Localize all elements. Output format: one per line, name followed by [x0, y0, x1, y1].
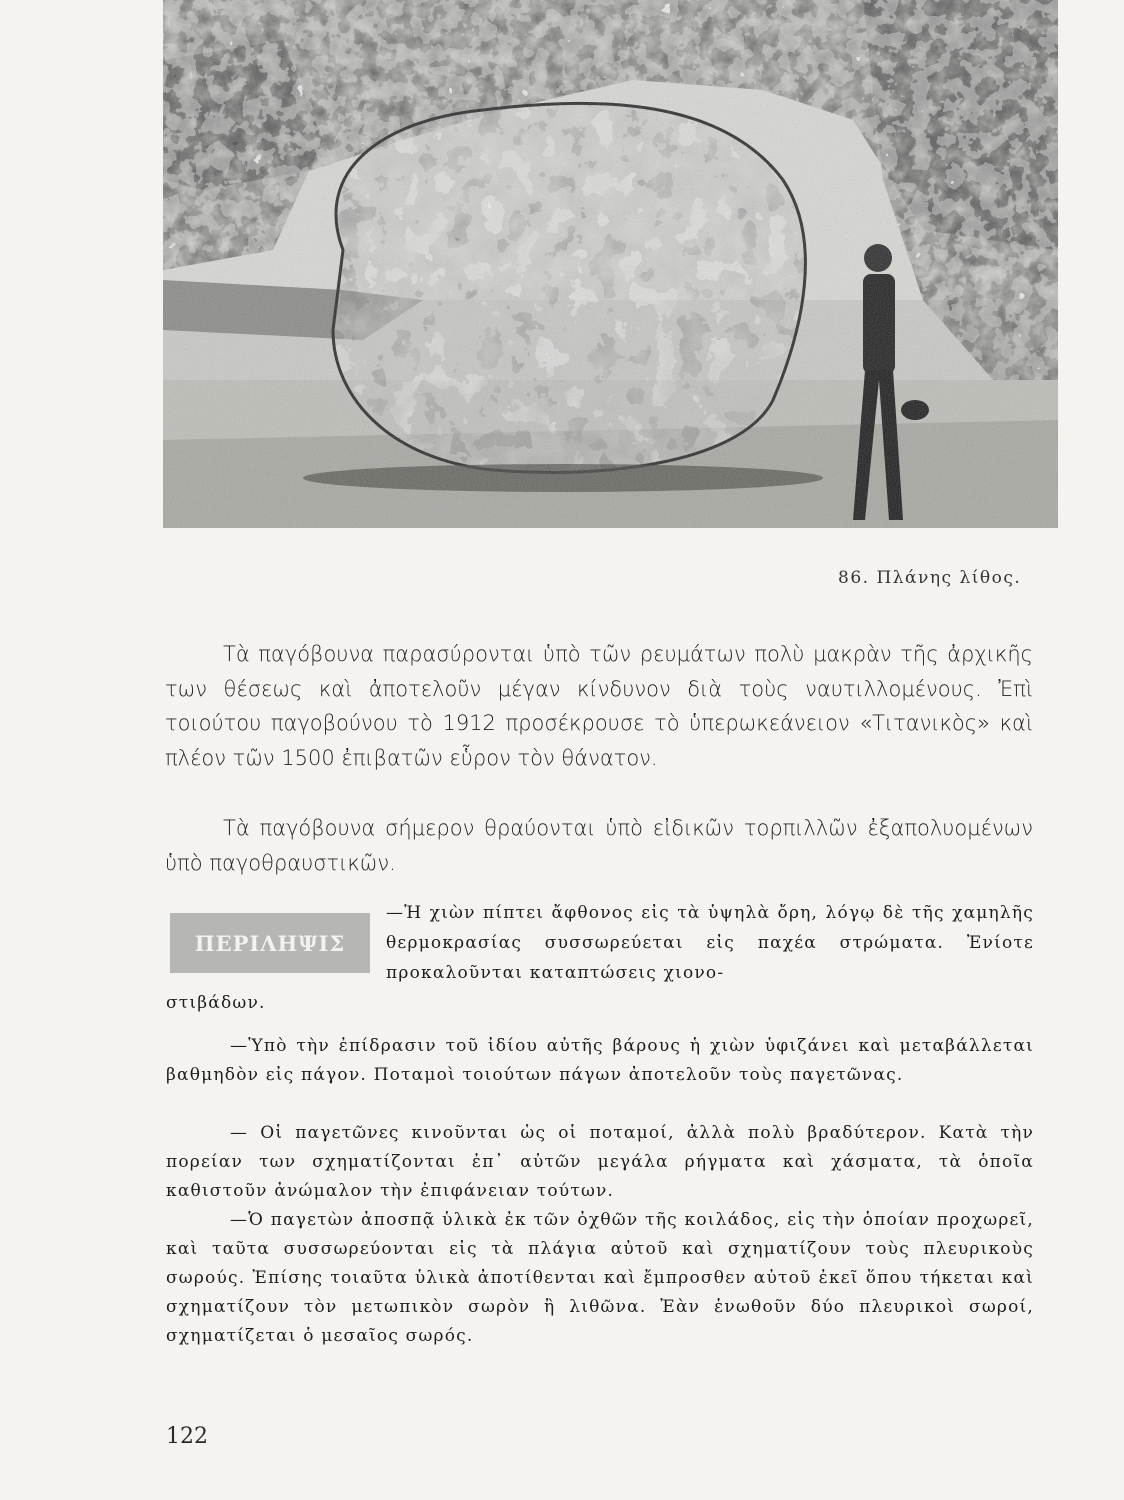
page-number: 122	[166, 1424, 208, 1449]
summary-badge: ΠΕΡΙΛΗΨΙΣ	[170, 913, 370, 973]
summary-item-snow: —Ἡ χιὼν πίπτει ἄφθονος εἰς τὰ ὑψηλὰ ὄρη, λόγῳ δὲ τῆς χαμηλῆς θερμοκρασίας συσσωρεύεται εἰς παχέα στρώματα. Ἐνίοτε προκαλοῦνται καταπτώσεις χιονο-	[386, 903, 1034, 983]
paragraph-icebergs-danger: Τὰ παγόβουνα παρασύρονται ὑπὸ τῶν ρευμάτων πολὺ μακρὰν τῆς ἀρχικῆς των θέσεως καὶ ἀποτελοῦν μέγαν κίνδυνον διὰ τοὺς ναυτιλλομένους. Ἐπὶ τοιούτου παγοβούνου τὸ 1912 προσέκρουσε τὸ ὑπερωκεάνειον «Τιτανικὸς» καὶ πλέον τῶν 1500 ἐπιβατῶν εὗρον τὸν θάνατον.	[165, 642, 1033, 770]
summary-item-glacier-movement: — Οἱ παγετῶνες κινοῦνται ὡς οἱ ποταμοί, ἀλλὰ πολὺ βραδύτερον. Κατὰ τὴν πορείαν των σχηματίζονται ἐπ᾽ αὐτῶν μεγάλα ρήγματα καὶ χάσματα, τὰ ὁποῖα καθιστοῦν ἀνώμαλον τὴν ἐπιφάνειαν τούτων.	[166, 1123, 1034, 1201]
boulder-illustration	[163, 0, 1058, 528]
summary-item-moraines: —Ὁ παγετὼν ἀποσπᾷ ὑλικὰ ἐκ τῶν ὀχθῶν τῆς κοιλάδος, εἰς τὴν ὁποίαν προχωρεῖ, καὶ ταῦτα συσσωρεύονται εἰς τὰ πλάγια αὐτοῦ καὶ σχηματίζουν τοὺς πλευρικοὺς σωρούς. Ἐπίσης τοιαῦτα ὑλικὰ ἀποτίθενται καὶ ἔμπροσθεν αὐτοῦ ἐκεῖ ὅπου τήκεται καὶ σχηματίζουν τὸν μετωπικὸν σωρὸν ἢ λιθῶνα. Ἐὰν ἑνωθοῦν δύο πλευρικοὶ σωροί, σχηματίζεται ὁ μεσαῖος σωρός.	[166, 1210, 1034, 1346]
paragraph-icebergs-destroyed: Τὰ παγόβουνα σήμερον θραύονται ὑπὸ εἰδικῶν τορπιλλῶν ἐξαπολυομένων ὑπὸ παγοθραυστικῶν.	[165, 816, 1033, 875]
summary-item-snow-continued: στιβάδων.	[166, 993, 266, 1013]
summary-item-ice-formation: —Ὑπὸ τὴν ἐπίδρασιν τοῦ ἰδίου αὐτῆς βάρους ἡ χιὼν ὑφιζάνει καὶ μεταβάλλεται βαθμηδὸν εἰς πάγον. Ποταμοὶ τοιούτων πάγων ἀποτελοῦν τοὺς παγετῶνας.	[166, 1036, 1034, 1085]
boulder-photo	[163, 0, 1058, 528]
figure-caption: 86. Πλάνης λίθος.	[838, 568, 1022, 588]
